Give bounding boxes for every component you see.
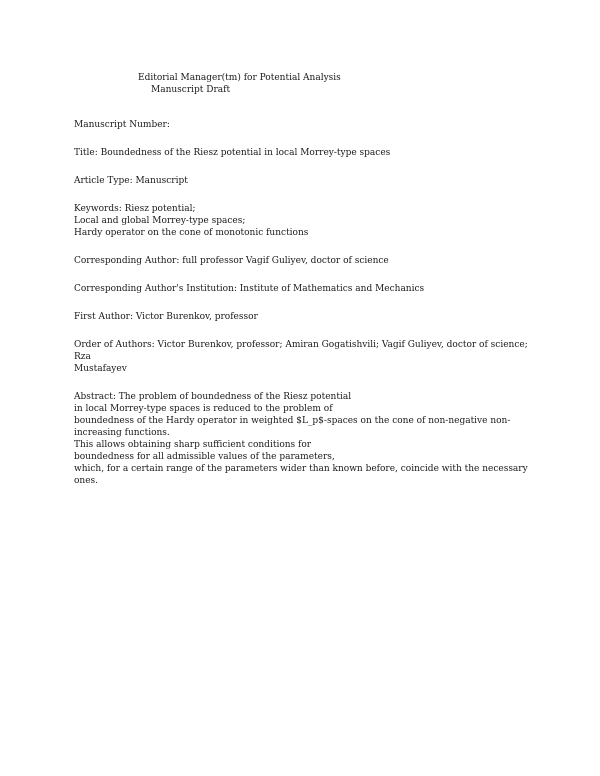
abstract-line: boundedness of the Hardy operator in weighted $L_p$-spaces on the cone of non-negative non- bbox=[74, 416, 511, 426]
corresponding-author: Corresponding Author: full professor Vagif Guliyev, doctor of science bbox=[74, 256, 389, 266]
abstract-line: which, for a certain range of the parameters wider than known before, coincide with the necessary bbox=[74, 464, 528, 474]
keywords-line-1: Keywords: Riesz potential; bbox=[74, 204, 196, 214]
abstract-line: increasing functions. bbox=[74, 428, 170, 438]
abstract-line: boundedness for all admissible values of the parameters, bbox=[74, 452, 335, 462]
manuscript-title: Title: Boundedness of the Riesz potential in local Morrey-type spaces bbox=[74, 148, 391, 158]
first-author: First Author: Victor Burenkov, professor bbox=[74, 312, 258, 322]
corresponding-institution: Corresponding Author's Institution: Institute of Mathematics and Mechanics bbox=[74, 284, 425, 294]
keywords bbox=[74, 203, 530, 239]
header-draft: Manuscript Draft bbox=[151, 85, 231, 95]
abstract bbox=[74, 391, 530, 487]
abstract-line: Abstract: The problem of boundedness of the Riesz potential bbox=[74, 392, 352, 402]
keywords-line-2: Local and global Morrey-type spaces; bbox=[74, 216, 246, 226]
order-of-authors-line-2: Mustafayev bbox=[74, 364, 127, 374]
order-of-authors bbox=[74, 339, 530, 375]
article-type: Article Type: Manuscript bbox=[74, 176, 188, 186]
manuscript-number: Manuscript Number: bbox=[74, 120, 170, 130]
order-of-authors-line-1: Order of Authors: Victor Burenkov, professor; Amiran Gogatishvili; Vagif Guliyev, doctor of science; Rza bbox=[74, 340, 528, 362]
abstract-line: in local Morrey-type spaces is reduced to the problem of bbox=[74, 404, 333, 414]
manuscript-details bbox=[74, 119, 530, 487]
keywords-line-3: Hardy operator on the cone of monotonic functions bbox=[74, 228, 309, 238]
document-header bbox=[138, 72, 498, 96]
abstract-line: This allows obtaining sharp sufficient conditions for bbox=[74, 440, 312, 450]
abstract-line: ones. bbox=[74, 476, 99, 486]
header-journal: Editorial Manager(tm) for Potential Analysis bbox=[138, 73, 341, 83]
